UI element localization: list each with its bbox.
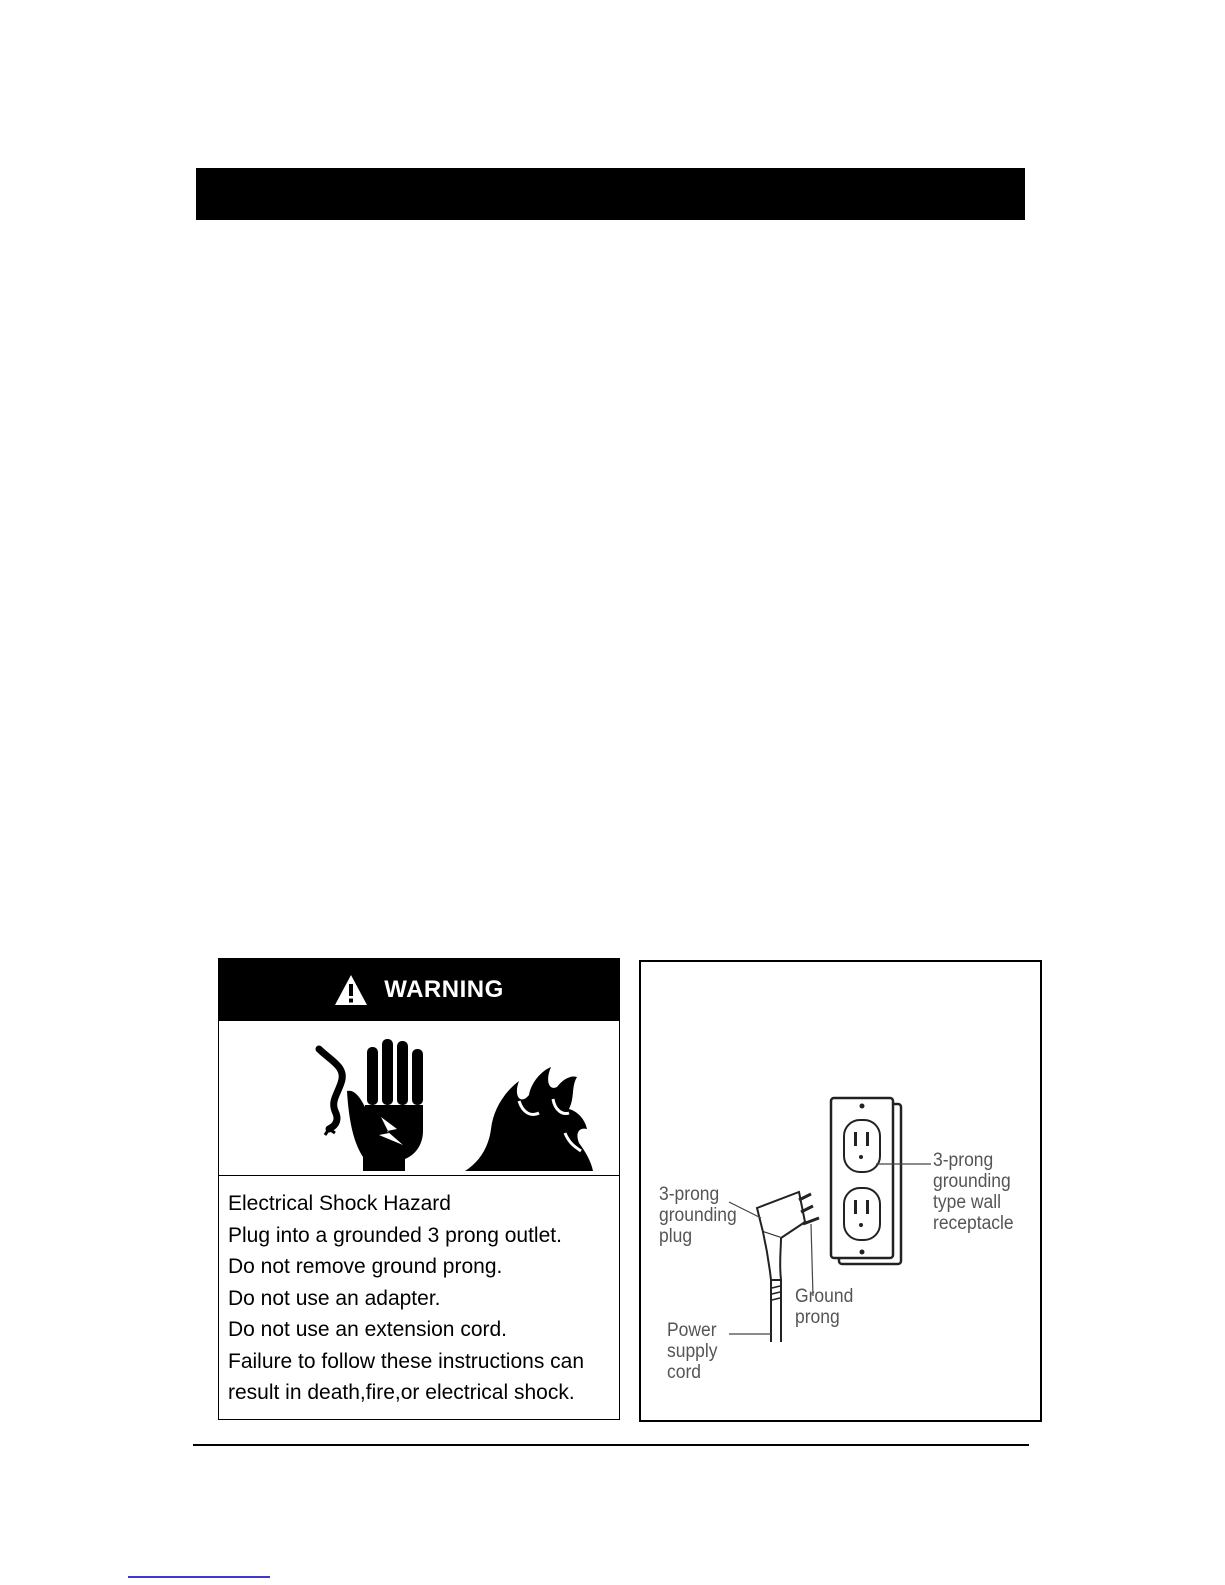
wall-receptacle-illustration [831,1098,901,1264]
warning-panel [218,958,620,1420]
warning-triangle-icon [334,974,368,1006]
warning-line: Do not remove ground prong. [228,1255,503,1278]
warning-line: result in death,fire,or electrical shock. [228,1381,575,1404]
warning-line: Failure to follow these instructions can [228,1349,585,1373]
warning-line: Do not use an adapter. [228,1286,441,1310]
grounding-diagram-panel [639,960,1042,1422]
section-header-bar [196,168,1025,220]
fire-hazard-icon [465,1067,593,1171]
warning-line: Do not use an extension cord. [228,1318,508,1341]
receptacle-label: 3-prong grounding type wall receptacle [933,1150,1014,1234]
footer-rule [193,1444,1029,1446]
warning-header [219,959,619,1021]
footer-link-underline [128,1576,270,1578]
warning-title: WARNING [384,976,504,1003]
warning-line: Electrical Shock Hazard [228,1192,451,1215]
power-cord-label: Power supply cord [667,1320,718,1383]
ground-prong-label: Ground prong [795,1286,854,1328]
warning-instructions [228,1188,615,1409]
plug-label: 3-prong grounding plug [659,1184,737,1247]
electrical-shock-hand-icon [319,1039,423,1171]
warning-line: Plug into a grounded 3 prong outlet. [228,1223,562,1247]
warning-pictograms [219,1021,619,1176]
